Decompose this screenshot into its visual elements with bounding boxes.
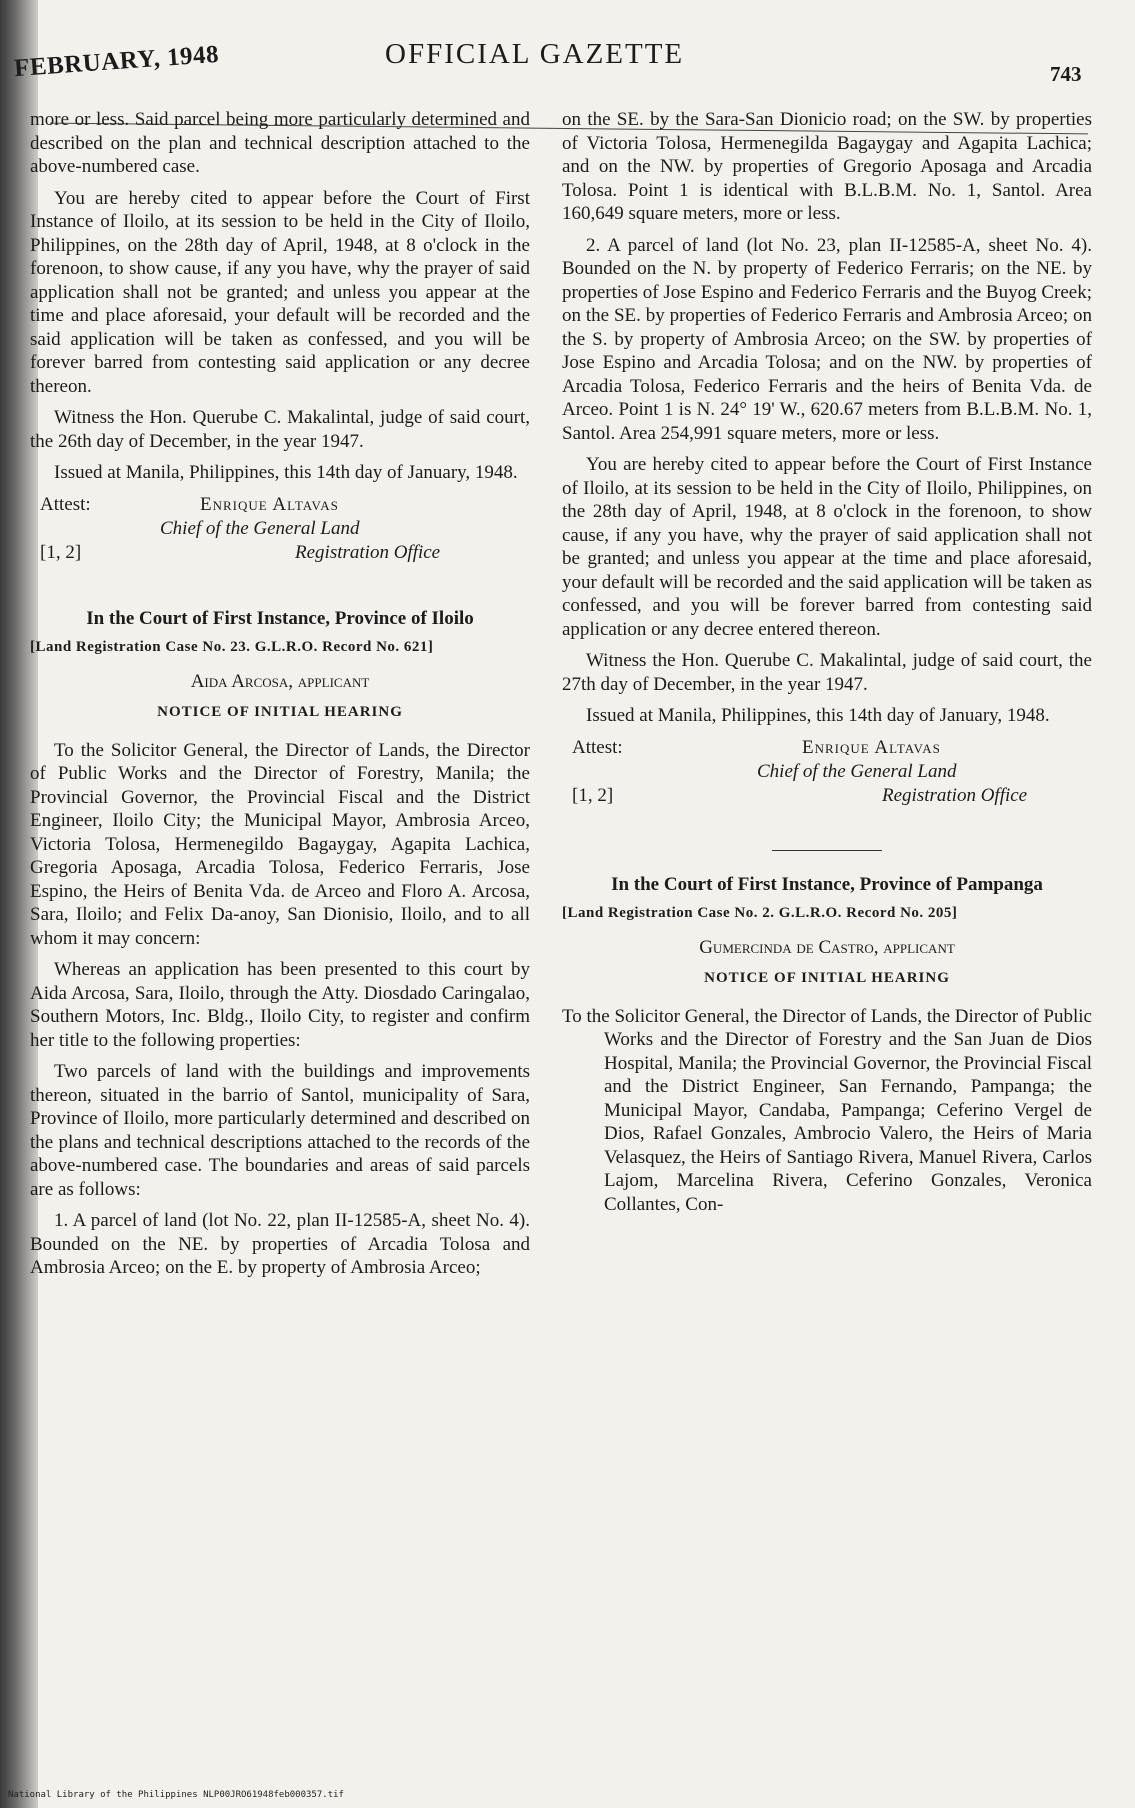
left-paragraph-6: Whereas an application has been presented to this court by Aida Arcosa, Sara, Iloilo, through the Atty. Diosdado Caringalao, Southern Motors, Inc. Bldg., Iloilo City, to register and confirm her title to the following properties: [30, 959, 530, 1051]
right-paragraph-6: To the Solicitor General, the Director of Lands, the Director of Public Works and the Director of Forestry and the San Juan de Dios Hospital, Manila; the Provincial Governor, the Provincial Fiscal and the District Engineer, San Fernando, Pampanga; the Municipal Mayor, Candaba, Pampanga; Ceferino Vergel de Dios, Rafael Gonzales, Ambrocio Valero, the Heirs of Maria Velasquez, the Heirs of Santiago Rivera, Manuel Rivera, Carlos Lajom, Marcelina Rivera, Ceferino Gonzales, Veronica Collantes, Con- [562, 1005, 1092, 1215]
page-header [0, 30, 1135, 100]
right-column [562, 108, 1092, 1224]
left-column [30, 108, 530, 1288]
attest-label: Attest: [40, 493, 91, 515]
page-number: 743 [1050, 62, 1082, 86]
attest-title-line-2: Registration Office [882, 784, 1028, 806]
attest-title-line-1: Chief of the General Land [160, 517, 360, 539]
applicant-name: Gumercinda de Castro, applicant [699, 936, 955, 958]
scan-footer: National Library of the Philippines NLP00JRO61948feb000357.tif [8, 1790, 344, 1800]
applicant-name: Aida Arcosa, applicant [190, 670, 370, 692]
right-paragraph-5: Issued at Manila, Philippines, this 14th day of January, 1948. [586, 705, 1050, 726]
case-number: [Land Registration Case No. 2. G.L.R.O. Record No. 205] [562, 905, 958, 921]
left-attest-block [30, 493, 530, 589]
right-paragraph-1: on the SE. by the Sara-San Dionicio road; on the SW. by properties of Victoria Tolosa, Hermenegilda Bagaygay and Agapita Lachica; and on the NW. by properties of Gregorio Aposaga and Arcadia Tolosa. Point 1 is identical with B.L.B.M. No. 1, Santol. Area 160,649 square meters, more or less. [562, 109, 1092, 224]
left-paragraph-7: Two parcels of land with the buildings and improvements thereon, situated in the barrio of Santol, municipality of Sara, Province of Iloilo, more particularly determined and described on the plans and technical descriptions attached to the records of the above-numbered case. The boundaries and areas of said parcels are as follows: [30, 1061, 530, 1200]
attest-ref: [1, 2] [572, 784, 614, 806]
court-heading: In the Court of First Instance, Province of Pampanga [611, 873, 1043, 895]
section-divider [772, 850, 882, 851]
left-paragraph-8: 1. A parcel of land (lot No. 22, plan II-12585-A, sheet No. 4). Bounded on the NE. by properties of Arcadia Tolosa and Ambrosia Arceo; on the E. by property of Ambrosia Arceo; [30, 1210, 530, 1278]
header-date: FEBRUARY, 1948 [13, 40, 220, 83]
publication-title: OFFICIAL GAZETTE [385, 38, 685, 70]
notice-heading: NOTICE OF INITIAL HEARING [157, 704, 403, 720]
left-paragraph-2: You are hereby cited to appear before the Court of First Instance of Iloilo, at its session to be held in the City of Iloilo, Philippines, on the 28th day of April, 1948, at 8 o'clock in the forenoon, to show cause, if any you have, why the prayer of said application shall not be granted; and unless you appear at the time and place aforesaid, your default will be recorded and the said application will be taken as confessed, and you will be forever barred from contesting said application or any decree thereon. [30, 187, 530, 397]
right-attest-block [562, 736, 1092, 832]
right-paragraph-4: Witness the Hon. Querube C. Makalintal, judge of said court, the 27th day of December, in the year 1947. [562, 650, 1092, 695]
left-paragraph-4: Issued at Manila, Philippines, this 14th day of January, 1948. [54, 462, 518, 483]
notice-heading: NOTICE OF INITIAL HEARING [704, 970, 950, 986]
attest-name: Enrique Altavas [802, 736, 941, 758]
attest-title-line-1: Chief of the General Land [757, 760, 957, 782]
court-heading: In the Court of First Instance, Province of Iloilo [86, 607, 474, 629]
attest-ref: [1, 2] [40, 541, 82, 563]
left-paragraph-1: more or less. Said parcel being more particularly determined and described on the plan and technical description attached to the above-numbered case. [30, 109, 530, 177]
case-number: [Land Registration Case No. 23. G.L.R.O. Record No. 621] [30, 639, 434, 655]
left-paragraph-3: Witness the Hon. Querube C. Makalintal, judge of said court, the 26th day of December, in the year 1947. [30, 407, 530, 452]
right-paragraph-2: 2. A parcel of land (lot No. 23, plan II-12585-A, sheet No. 4). Bounded on the N. by property of Federico Ferraris; on the NE. by properties of Jose Espino and Federico Ferraris and the Buyog Creek; on the SE. by properties of Federico Ferraris and Ambrosia Arceo; on the S. by property of Ambrosia Arceo; on the SW. by properties of Jose Espino and Arcadia Tolosa; and on the NW. by properties of Arcadia Tolosa, Federico Ferraris and the heirs of Benita Vda. de Arceo. Point 1 is N. 24° 19' W., 620.67 meters from B.L.B.M. No. 1, Santol. Area 254,991 square meters, more or less. [562, 234, 1092, 444]
attest-title-line-2: Registration Office [295, 541, 441, 563]
attest-name: Enrique Altavas [200, 493, 339, 515]
attest-label: Attest: [572, 736, 623, 758]
right-paragraph-3: You are hereby cited to appear before the Court of First Instance of Iloilo, at its session to be held in the City of Iloilo, Philippines, on the 28th day of April, 1948, at 8 o'clock in the forenoon, to show cause, if any you have, why the prayer of said application shall not be granted; and unless you appear at the time and place aforesaid, your default will be recorded and the said application will be taken as confessed, and you will be forever barred from contesting said application or any decree entered thereon. [562, 454, 1092, 640]
left-paragraph-5: To the Solicitor General, the Director of Lands, the Director of Public Works and the Director of Forestry, Manila; the Provincial Governor, the Provincial Fiscal and the District Engineer, Iloilo City; the Municipal Mayor, Ambrosia Arceo, Victoria Tolosa, Hermenegildo Bagaygay, Agapita Lachica, Gregoria Aposaga, Arcadia Tolosa, Federico Ferraris, Jose Espino, the Heirs of Benita Vda. de Arceo and Floro A. Arcosa, Sara, Iloilo; and Felix Da-anoy, San Dionisio, Iloilo, and to all whom it may concern: [30, 739, 530, 949]
